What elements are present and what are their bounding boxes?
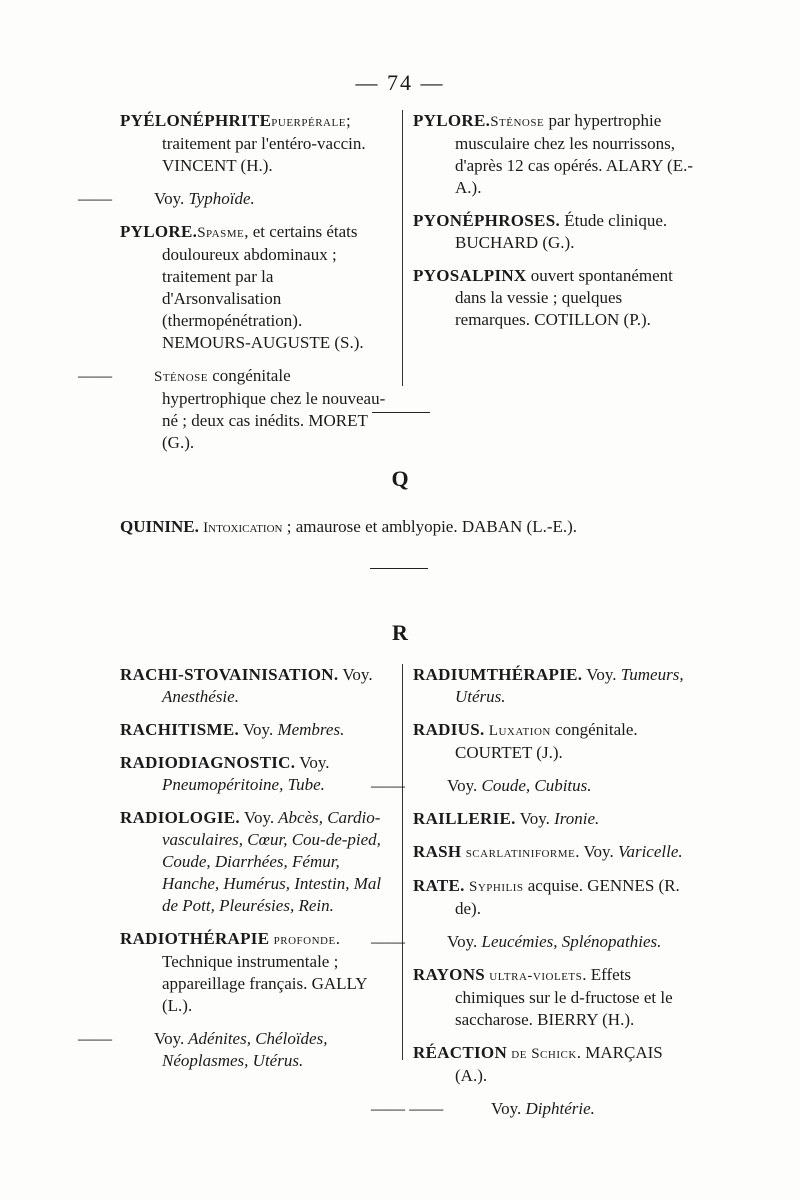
entry-text: Étude clinique. BUCHARD (G.). <box>455 211 668 252</box>
repeat-dash: —— <box>78 366 112 385</box>
q-smallcaps: Intoxication <box>203 520 283 536</box>
entry-text: , et certains états douloureux abdominaux ; traitement par la d'Arsonvalisation (thermopénétration). NEMOURS-AUGUSTE (S.). <box>162 222 364 352</box>
entry-text: . Technique instrumentale ; appareillage français. GALLY (L.). <box>162 929 367 1015</box>
index-entry <box>413 841 696 864</box>
entry-crossref: Typhoïde. <box>188 189 255 208</box>
repeat-dash: —— <box>78 189 112 208</box>
entry-crossref: Varicelle. <box>613 842 683 861</box>
index-entry <box>120 719 394 741</box>
entry-text: congénitale. COURTET (J.). <box>455 720 638 762</box>
page-number: — 74 — <box>355 70 445 95</box>
entry-headword: RAILLERIE. <box>413 809 516 828</box>
index-entry <box>413 664 696 708</box>
entry-smallcaps: Sténose <box>490 114 545 130</box>
entry-smallcaps: ultra-violets <box>485 968 583 984</box>
section-rule <box>370 568 428 569</box>
index-entry <box>120 221 394 354</box>
bottom-columns <box>78 664 700 1131</box>
entry-smallcaps: puerpérale <box>271 114 346 130</box>
entry-text: congénitale hypertrophique chez le nouveau-né ; deux cas inédits. MORET (G.). <box>162 366 386 452</box>
entry-text: acquise. GENNES (R. de). <box>455 876 680 918</box>
entry-headword: PYLORE. <box>413 111 491 130</box>
entry-headword: RADIOLOGIE. <box>120 808 240 827</box>
entry-voy: Voy. <box>154 189 185 208</box>
entry-voy: Voy. <box>239 808 275 827</box>
index-entry <box>413 110 696 199</box>
repeat-dash: —— <box>78 1029 112 1048</box>
repeat-dash: —— —— <box>371 1099 444 1118</box>
entry-crossref: Ironie. <box>549 809 600 828</box>
entry-voy: Voy. <box>447 932 478 951</box>
entry-voy: Voy. <box>447 776 478 795</box>
entry-text: . MARÇAIS (A.). <box>455 1043 663 1085</box>
index-entry <box>413 265 696 331</box>
entry-voy: Voy. <box>295 753 330 772</box>
index-entry <box>413 719 696 764</box>
entry-text: ; traitement par l'entéro-vaccin. VINCENT (H.). <box>162 111 366 175</box>
entry-voy: Voy. <box>515 809 550 828</box>
entry-smallcaps: profonde <box>269 932 336 948</box>
entry-text: . Effets chimiques sur le d-fructose et le saccharose. BIERRY (H.). <box>455 965 673 1029</box>
entry-headword: RADIUMTHÉRAPIE. <box>413 665 583 684</box>
entry-crossref: Abcès, Cardio-vasculaires, Cœur, Cou-de-pied, Coude, Diarrhées, Fémur, Hanche, Humérus, Intestin, Mal de Pott, Pleurésies, Rein. <box>162 808 382 915</box>
index-entry <box>120 928 394 1017</box>
entry-headword: RAYONS <box>413 965 486 984</box>
index-entry <box>413 210 696 254</box>
repeat-dash: —— <box>371 776 405 795</box>
entry-smallcaps: Luxation <box>484 723 551 739</box>
entry-voy: Voy. <box>338 665 373 684</box>
sub-entry <box>371 1098 696 1120</box>
entry-headword: RACHI-STOVAINISATION. <box>120 665 339 684</box>
repeat-dash: —— <box>371 932 405 951</box>
entry-smallcaps: Sténose <box>154 369 209 385</box>
entry-headword: RÉACTION <box>413 1043 508 1062</box>
bottom-right-column <box>371 664 696 1131</box>
entry-voy: Voy. <box>491 1099 522 1118</box>
sub-entry <box>78 1028 394 1072</box>
sub-entry <box>371 931 696 953</box>
entry-headword: PYONÉPHROSES. <box>413 211 561 230</box>
entry-headword: RADIODIAGNOSTIC. <box>120 753 296 772</box>
section-letter-r: R <box>392 620 408 645</box>
section-rule <box>372 412 430 413</box>
entry-smallcaps: Spasme <box>197 225 245 241</box>
entry-crossref: Pneumopéritoine, Tube. <box>162 775 325 794</box>
index-entry <box>120 752 394 796</box>
entry-text: ouvert spontanément dans la vessie ; quelques remarques. COTILLON (P.). <box>455 266 673 329</box>
entry-crossref: Membres. <box>273 720 345 739</box>
index-entry <box>120 664 394 708</box>
index-entry <box>413 1042 696 1087</box>
bottom-left-column <box>78 664 402 1131</box>
index-entry <box>413 808 696 830</box>
entry-voy: Voy. <box>582 665 617 684</box>
section-letter-q: Q <box>391 466 409 491</box>
entry-smallcaps: Syphilis <box>464 879 524 895</box>
index-entry <box>413 875 696 920</box>
entry-crossref: Anesthésie. <box>162 687 239 706</box>
entry-voy: Voy. <box>154 1029 185 1048</box>
entry-voy: . Voy. <box>575 842 614 861</box>
entry-headword: RACHITISME. <box>120 720 240 739</box>
entry-smallcaps: de Schick <box>507 1046 577 1062</box>
entry-smallcaps: scarlatiniforme <box>461 845 576 861</box>
entry-headword: PYÉLONÉPHRITE <box>120 111 272 130</box>
entry-crossref: Tumeurs, Utérus. <box>455 665 684 706</box>
entry-voy: Voy. <box>239 720 274 739</box>
entry-headword: RASH <box>413 842 462 861</box>
entry-headword: RATE. <box>413 876 465 895</box>
entry-crossref: Leucémies, Splénopathies. <box>477 932 662 951</box>
sub-entry <box>78 188 394 210</box>
entry-headword: RADIUS. <box>413 720 485 739</box>
q-text: ; amaurose et amblyopie. DABAN (L.-E.). <box>282 517 578 536</box>
entry-headword: PYLORE. <box>120 222 198 241</box>
entry-text: par hypertrophie musculaire chez les nourrissons, d'après 12 cas opérés. ALARY (E.-A.). <box>455 111 694 197</box>
entry-crossref: Diphtérie. <box>521 1099 595 1118</box>
entry-headword: RADIOTHÉRAPIE <box>120 929 270 948</box>
entry-crossref: Coude, Cubitus. <box>477 776 592 795</box>
q-headword: QUININE. <box>120 517 199 536</box>
entry-crossref: Adénites, Chéloïdes, Néoplasmes, Utérus. <box>162 1029 328 1070</box>
sub-entry <box>371 775 696 797</box>
index-entry <box>120 807 394 917</box>
entry-headword: PYOSALPINX <box>413 266 527 285</box>
index-entry <box>413 964 696 1031</box>
index-entry <box>120 110 394 177</box>
top-right-column <box>403 110 696 465</box>
top-left-column <box>78 110 402 465</box>
q-entry <box>120 516 700 539</box>
sub-entry <box>78 365 394 454</box>
